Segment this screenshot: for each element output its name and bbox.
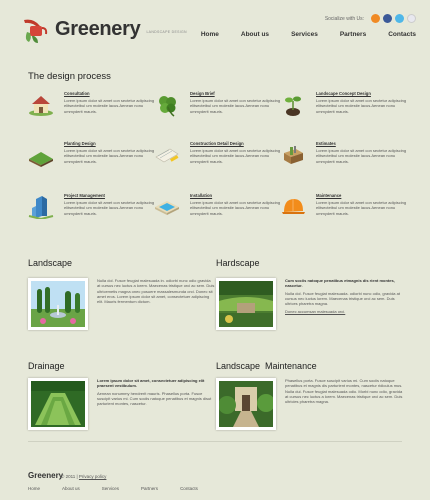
footer-nav <box>28 486 220 491</box>
process-item-maintenance <box>280 193 408 233</box>
process-item-title[interactable]: Installation <box>190 193 213 198</box>
logo-tagline: LANDSCAPE DESIGN <box>146 30 187 34</box>
process-item-title[interactable]: Maintenance <box>316 193 342 198</box>
footer-nav-about-us[interactable]: About us <box>62 486 80 491</box>
process-item-title[interactable]: Design Brief <box>190 91 215 96</box>
helmet-icon <box>280 195 306 219</box>
privacy-policy-link[interactable]: Privacy policy <box>78 474 107 479</box>
process-item-text: Lorem ipsum dolor sit amet con sectetur adipiscing elitsectetbul um molestie lacus.Aenean nonu ummyderit mauris. <box>64 98 155 114</box>
social-label: Socialize with Us: <box>324 15 364 22</box>
rss-icon[interactable] <box>371 14 380 23</box>
process-item-text: Lorem ipsum dolor sit amet con sectetur adipiscing elitsectetbul um molestie lacus.Aenean nonu ummyderit mauris. <box>190 148 281 164</box>
drainage-photo[interactable] <box>28 378 88 430</box>
nav-home[interactable]: Home <box>200 31 219 38</box>
watering-can-logo-icon <box>20 14 50 44</box>
footer-copyright: © 2011 | Privacy policy <box>61 474 107 479</box>
sprout-icon <box>280 93 306 117</box>
facebook-icon[interactable] <box>383 14 392 23</box>
process-item-title[interactable]: Project Management <box>64 193 105 198</box>
logo-text: Greenery <box>55 17 141 40</box>
house-icon <box>28 93 54 117</box>
footer-divider <box>28 441 402 442</box>
footer-nav-partners[interactable]: Partners <box>141 486 159 491</box>
process-section-title: The design process <box>28 71 111 82</box>
process-item-title[interactable]: Consultation <box>64 91 90 96</box>
hardscape-body: Nulla dol. Fusce feugiat malesuada. odiorbi nunc odio, gravida at cursus nec luctus lorem. Maecenas tristique orci ac sem. Duis ultrices pharetra magna. <box>285 290 400 307</box>
footer-nav-home[interactable]: Home <box>28 486 41 491</box>
nav-contacts[interactable]: Contacts <box>388 31 416 38</box>
hardscape-text <box>285 278 403 315</box>
clover-icon <box>154 93 180 117</box>
blueprint-icon <box>154 143 180 167</box>
header <box>0 0 430 50</box>
process-item-estimates <box>280 141 408 181</box>
maintenance-body: Phasellus porta. Fusce suscipit varius mi. Cum sociis natoque penatibus et magnis dis parturient montes, nascetur ridiculus mus. Nulla dui. Fusce feugiat malesuada odio. Morbi nunc odio, gravida at cursus nec luctus a lorem. Maecenas tristique orci ac sem. Duis ultricies pharetra magna. <box>285 378 403 405</box>
process-item-title[interactable]: Landscape Concept Design <box>316 91 371 96</box>
process-item-text: Lorem ipsum dolor sit amet con sectetur adipiscing elitsectetbul um molestie lacus.Aenean nonu ummyderit mauris. <box>64 148 155 164</box>
maintenance-title: Landscape Maintenance <box>216 361 317 371</box>
twitter-icon[interactable] <box>395 14 404 23</box>
maintenance-photo[interactable] <box>216 378 276 430</box>
process-item-consultation <box>28 91 156 131</box>
drainage-body: Aenean nonummy hendrerit mauris. Phasellus porta. Fusce suscipit varius mi. Cum sociis natoque penatibus et magnis disut parturient montes, nascetur. <box>97 390 212 407</box>
process-item-installation <box>154 193 282 233</box>
social-bar <box>325 14 416 23</box>
toolbox-icon <box>280 143 306 167</box>
hardscape-title: Hardscape <box>216 258 260 268</box>
process-item-planting-design <box>28 141 156 181</box>
process-item-text: Lorem ipsum dolor sit amet con sectetur adipiscing elitsectetbul um molestie lacus.Aenean nonu ummyderit mauris. <box>316 200 407 216</box>
process-item-text: Lorem ipsum dolor sit amet con sectetur adipiscing elitsectetbul um molestie lacus.Aenean nonu ummyderit mauris. <box>316 98 407 114</box>
footer-nav-contacts[interactable]: Contacts <box>180 486 198 491</box>
logo[interactable] <box>20 14 187 44</box>
drainage-title: Drainage <box>28 361 65 371</box>
drainage-lead: Lorem ipsum dolor sit amet, consectetuer adipiscing elit praesent vestibulum. <box>97 378 205 389</box>
process-item-construction-detail <box>154 141 282 181</box>
landscape-text <box>97 278 215 304</box>
nav-partners[interactable]: Partners <box>339 31 367 38</box>
drainage-text <box>97 378 215 406</box>
hardscape-photo[interactable] <box>216 278 276 330</box>
main-nav <box>201 31 416 38</box>
footer-brand: Greenery <box>28 471 64 480</box>
landscape-photo[interactable] <box>28 278 88 330</box>
process-item-text: Lorem ipsum dolor sit amet con sectetur adipiscing elitsectetbul um molestie lacus.Aenean nonu ummyderit mauris. <box>316 148 407 164</box>
hardscape-lead: Cum sociis natoque penatibus etmagnis dis rient montes, nascetur. <box>285 278 395 289</box>
maintenance-text <box>285 378 403 404</box>
landscape-body: Nulla dol. Fusce feugiat malesuada in. odiorbi nunc odio gravida at cursus nec luctus a lorem. Maecenas tristique orci ac sem. Duis ultricemetis magna onec posuere massalesmunda orci. Donec sit amet eros. Lorem ipsum dolor sit amet, consectetuer adipiscing elit. Mauris fermentum dictum. <box>97 278 215 305</box>
nav-services[interactable]: Services <box>291 31 318 38</box>
pool-icon <box>154 195 180 219</box>
process-item-title[interactable]: Estimates <box>316 141 336 146</box>
process-item-text: Lorem ipsum dolor sit amet con sectetur adipiscing elitsectetbul um molestie lacus.Aenean nonu ummyderit mauris. <box>190 98 281 114</box>
copyright-text: © 2011 <box>61 474 76 479</box>
process-item-project-management <box>28 193 156 233</box>
process-item-design-brief <box>154 91 282 131</box>
lawn-icon <box>28 143 54 167</box>
flickr-icon[interactable] <box>407 14 416 23</box>
process-item-title[interactable]: Planting Design <box>64 141 96 146</box>
process-item-landscape-concept <box>280 91 408 131</box>
process-item-text: Lorem ipsum dolor sit amet con sectetur adipiscing elitsectetbul um molestie lacus.Aenean nonu ummyderit mauris. <box>190 200 281 216</box>
hardscape-more-link[interactable]: Donec accumsan malesuada orci. <box>285 309 346 315</box>
footer-nav-services[interactable]: Services <box>101 486 120 491</box>
process-item-title[interactable]: Construction Detail Design <box>190 141 244 146</box>
process-item-text: Lorem ipsum dolor sit amet con sectetur adipiscing elitsectetbul um molestie lacus.Aenean nonu ummyderit mauris. <box>64 200 155 216</box>
nav-about-us[interactable]: About us <box>240 31 270 38</box>
landscape-title: Landscape <box>28 258 73 268</box>
building-icon <box>28 195 54 219</box>
